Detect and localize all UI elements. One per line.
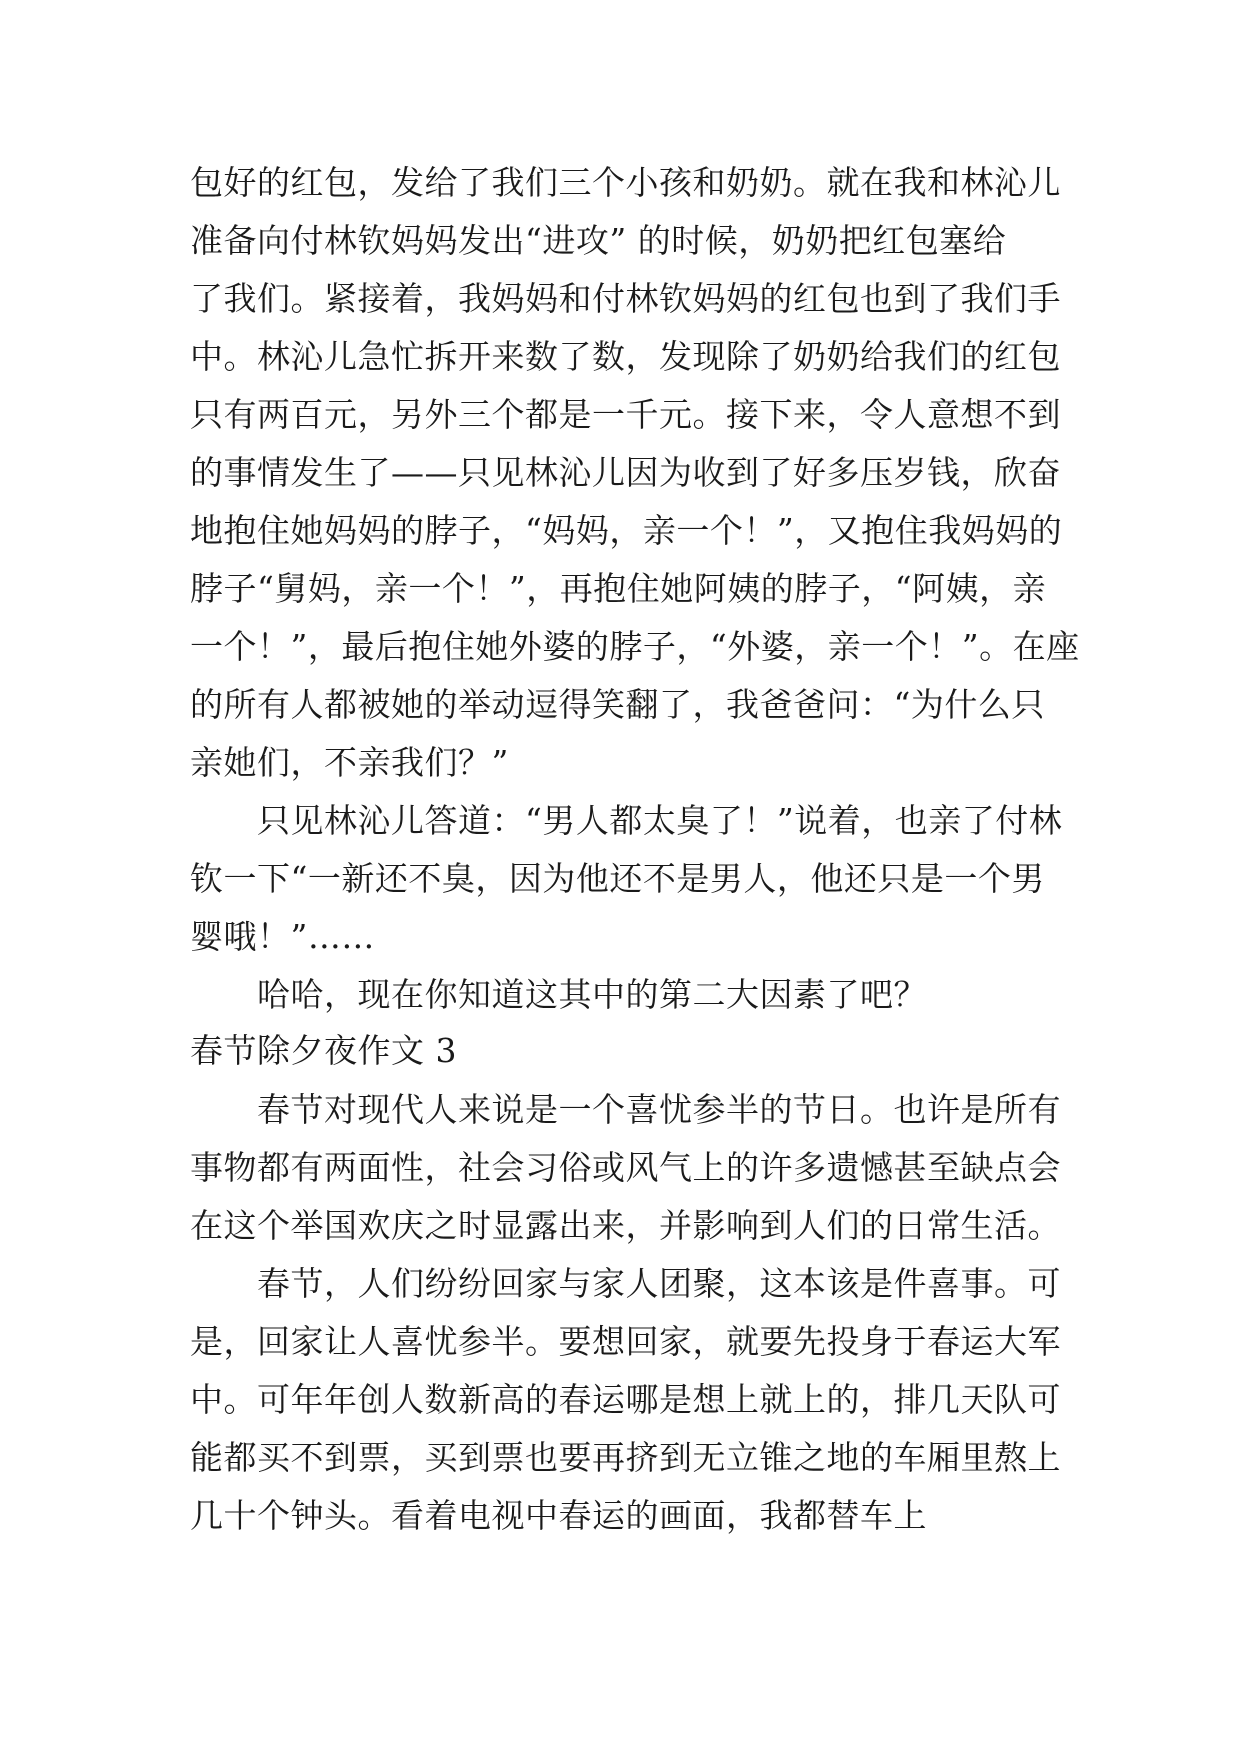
body-line: 中。林沁儿急忙拆开来数了数，发现除了奶奶给我们的红包	[190, 337, 1061, 376]
body-line: 钦一下“一新还不臭，因为他还不是男人，他还只是一个男	[190, 859, 1045, 898]
body-line: 包好的红包，发给了我们三个小孩和奶奶。就在我和林沁儿	[190, 163, 1061, 202]
body-line: 哈哈，现在你知道这其中的第二大因素了吧？	[257, 975, 927, 1014]
section-heading: 春节除夕夜作文 3	[190, 1031, 457, 1070]
body-line: 能都买不到票，买到票也要再挤到无立锥之地的车厢里熬上	[190, 1438, 1061, 1477]
body-line: 脖子“舅妈，亲一个！”，再抱住她阿姨的脖子，“阿姨，亲	[190, 569, 1047, 608]
body-line: 是，回家让人喜忧参半。要想回家，就要先投身于春运大军	[190, 1322, 1061, 1361]
body-line: 事物都有两面性，社会习俗或风气上的许多遗憾甚至缺点会	[190, 1148, 1061, 1187]
body-line: 春节对现代人来说是一个喜忧参半的节日。也许是所有	[257, 1090, 1061, 1129]
body-line: 只见林沁儿答道：“男人都太臭了！”说着，也亲了付林	[257, 801, 1063, 840]
body-line: 中。可年年创人数新高的春运哪是想上就上的，排几天队可	[190, 1380, 1061, 1419]
body-line: 地抱住她妈妈的脖子，“妈妈，亲一个！”，又抱住我妈妈的	[190, 511, 1063, 550]
body-line: 亲她们，不亲我们？”	[190, 743, 509, 782]
body-line: 春节，人们纷纷回家与家人团聚，这本该是件喜事。可	[257, 1264, 1061, 1303]
body-line: 准备向付林钦妈妈发出“进攻” 的时候，奶奶把红包塞给	[190, 221, 1007, 260]
body-line: 只有两百元，另外三个都是一千元。接下来，令人意想不到	[190, 395, 1061, 434]
body-line: 几十个钟头。看着电视中春运的画面，我都替车上	[190, 1496, 927, 1535]
body-line: 一个！”，最后抱住她外婆的脖子，“外婆，亲一个！”。在座	[190, 627, 1080, 666]
body-line: 婴哦！”……	[190, 917, 375, 956]
body-line: 的事情发生了——只见林沁儿因为收到了好多压岁钱，欣奋	[190, 453, 1061, 492]
body-line: 了我们。紧接着，我妈妈和付林钦妈妈的红包也到了我们手	[190, 279, 1061, 318]
body-line: 在这个举国欢庆之时显露出来，并影响到人们的日常生活。	[190, 1206, 1061, 1245]
body-line: 的所有人都被她的举动逗得笑翻了，我爸爸问：“为什么只	[190, 685, 1045, 724]
